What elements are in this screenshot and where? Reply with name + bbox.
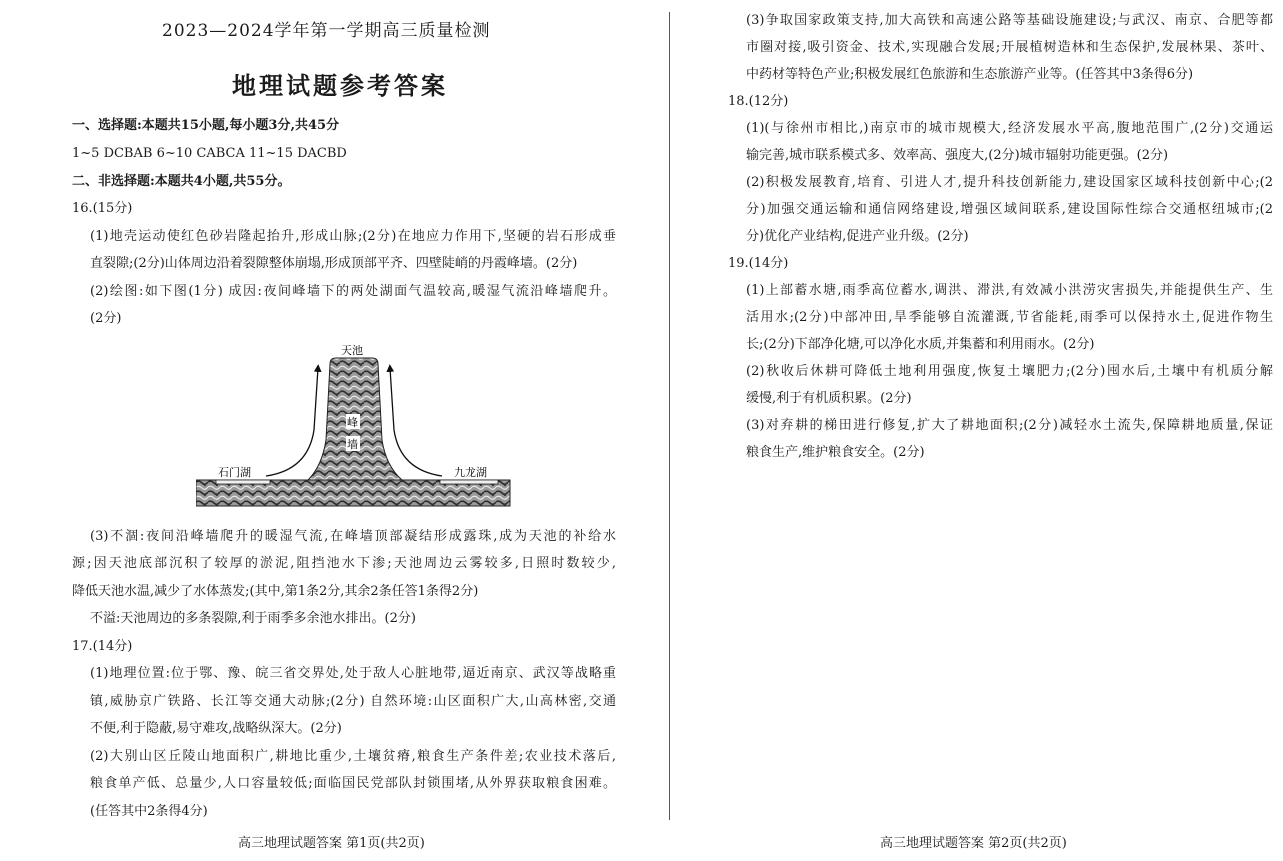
q18-p2-line3: 分)优化产业结构,促进产业升级。(2分) [746, 229, 969, 244]
q19-p3-line1: (3)对弃耕的梯田进行修复,扩大了耕地面积;(2分)减轻水土流失,保障耕地质量,保证 [746, 418, 1273, 433]
section2-heading: 二、非选择题:本题共4小题,共55分。 [72, 174, 291, 189]
q16-p3-line4: 不溢:天池周边的多条裂隙,利于雨季多余池水排出。(2分) [90, 611, 416, 626]
q17-p2-line1: (2)大别山区丘陵山地面积广,耕地比重少,土壤贫瘠,粮食生产条件差;农业技术落后, [90, 749, 616, 764]
q18-p2-line1: (2)积极发展教育,培育、引进人才,提升科技创新能力,建设国家区域科技创新中心;(2 [746, 175, 1273, 190]
q16-p1-line2: 直裂隙;(2分)山体周边沿着裂隙整体崩塌,形成顶部平齐、四壁陡峭的丹霞峰墙。(2分) [90, 256, 578, 271]
q17-p2-line2: 粮食单产低、总量少,人口容量较低;面临国民党部队封锁围堵,从外界获取粮食困难。 [90, 776, 616, 791]
left-page-footer: 高三地理试题答案 第1页(共2页) [238, 836, 425, 851]
q19-p1-line1: (1)上部蓄水塘,雨季高位蓄水,调洪、滞洪,有效减小洪涝灾害损失,并能提供生产、生 [746, 283, 1273, 298]
q19-p2-line2: 缓慢,利于有机质积累。(2分) [746, 391, 912, 406]
peak-wall-diagram [196, 340, 512, 512]
q17-p1-line3: 不便,利于隐蔽,易守难攻,战略纵深大。(2分) [90, 721, 342, 736]
q17-p1-line2: 镇,威胁京广铁路、长江等交通大动脉;(2分) 自然环境:山区面积广大,山高林密,交通 [90, 694, 616, 709]
tianchi-label: 天池 [341, 344, 363, 357]
q19-p2-line1: (2)秋收后休耕可降低土地利用强度,恢复土壤肥力;(2分)囤水后,土壤中有机质分解 [746, 364, 1273, 379]
exam-title: 2023—2024学年第一学期高三质量检测 [162, 21, 491, 41]
right-page-footer: 高三地理试题答案 第2页(共2页) [880, 836, 1067, 851]
q18-heading: 18.(12分) [728, 94, 789, 109]
q19-heading: 19.(14分) [728, 256, 789, 271]
q19-p1-line2: 活用水;(2分)中部冲田,旱季能够自流灌溉,节省能耗,雨季可以保持水土,促进作物生 [746, 310, 1273, 325]
q17-p2-line3: (任答其中2条得4分) [90, 804, 208, 819]
q16-p3-line2: 源;因天池底部沉积了较厚的淤泥,阻挡池水下渗;天池周边云雾较多,日照时数较少, [72, 556, 616, 571]
page-divider [669, 12, 670, 820]
section1-heading: 一、选择题:本题共15小题,每小题3分,共45分 [72, 118, 340, 133]
document-title: 地理试题参考答案 [232, 71, 448, 100]
q16-p3-line3: 降低天池水温,减少了水体蒸发;(其中,第1条2分,其余2条任答1条得2分) [72, 584, 479, 599]
feng-label: 峰 [347, 416, 358, 429]
left-lake [216, 480, 270, 484]
q16-p2-line1: (2)绘图:如下图(1分) 成因:夜间峰墙下的两处湖面气温较高,暖湿气流沿峰墙爬升。 [90, 284, 616, 299]
q16-p2-line2: (2分) [90, 311, 122, 326]
q16-p3-line1: (3)不涸:夜间沿峰墙爬升的暖湿气流,在峰墙顶部凝结形成露珠,成为天池的补给水 [90, 529, 616, 544]
q17-heading: 17.(14分) [72, 639, 133, 654]
q17-p3-line1: (3)争取国家政策支持,加大高铁和高速公路等基础设施建设;与武汉、南京、合肥等都 [746, 13, 1273, 28]
q18-p1-line1: (1)(与徐州市相比,)南京市的城市规模大,经济发展水平高,腹地范围广,(2分)交通运 [746, 121, 1273, 136]
q16-p1-line1: (1)地壳运动使红色砂岩隆起抬升,形成山脉;(2分)在地应力作用下,坚硬的岩石形成垂 [90, 229, 616, 244]
shimen-lake-label: 石门湖 [218, 466, 251, 479]
right-airflow-arrow [390, 368, 442, 476]
q17-p1-line1: (1)地理位置:位于鄂、豫、皖三省交界处,处于敌人心脏地带,逼近南京、武汉等战略重 [90, 666, 616, 681]
left-airflow-arrow [266, 368, 318, 476]
section1-answers: 1~5 DCBAB 6~10 CABCA 11~15 DACBD [72, 146, 347, 161]
q18-p2-line2: 分)加强交通运输和通信网络建设,增强区域间联系,建设国际性综合交通枢纽城市;(2 [746, 202, 1273, 217]
q19-p3-line2: 粮食生产,维护粮食安全。(2分) [746, 445, 925, 460]
qiang-label: 墙 [347, 438, 358, 451]
jiulong-lake-label: 九龙湖 [454, 466, 487, 479]
q19-p1-line3: 长;(2分)下部净化塘,可以净化水质,并集蓄和利用雨水。(2分) [746, 337, 1095, 352]
q18-p1-line2: 输完善,城市联系模式多、效率高、强度大,(2分)城市辐射功能更强。(2分) [746, 148, 1169, 163]
right-lake [440, 480, 498, 484]
q17-p3-line2: 市圈对接,吸引资金、技术,实现融合发展;开展植树造林和生态保护,发展林果、茶叶、 [746, 40, 1273, 55]
q16-heading: 16.(15分) [72, 201, 133, 216]
q17-p3-line3: 中药材等特色产业;积极发展红色旅游和生态旅游产业等。(任答其中3条得6分) [746, 67, 1194, 82]
